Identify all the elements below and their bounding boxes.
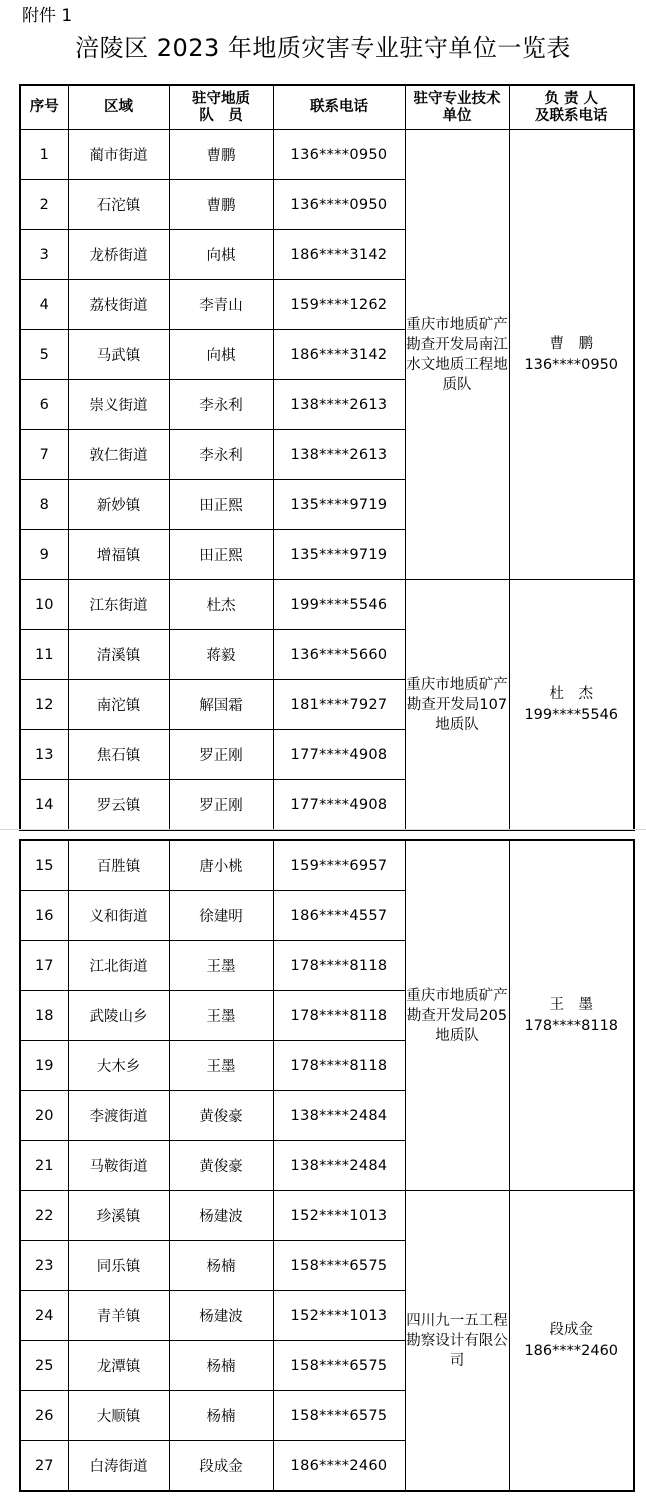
header-lead-line2: 及联系电话	[535, 107, 608, 124]
cell-phone: 136****5660	[273, 630, 405, 680]
cell-phone: 152****1013	[273, 1191, 405, 1241]
cell-member: 杨建波	[169, 1191, 273, 1241]
cell-region: 大木乡	[68, 1041, 169, 1091]
cell-seq: 16	[20, 891, 68, 941]
cell-seq: 24	[20, 1291, 68, 1341]
cell-lead	[509, 130, 634, 580]
cell-phone: 138****2484	[273, 1141, 405, 1191]
attachment-label: 附件 1	[22, 6, 73, 26]
cell-region: 龙潭镇	[68, 1341, 169, 1391]
cell-phone: 158****6575	[273, 1341, 405, 1391]
header-phone: 联系电话	[273, 85, 405, 130]
table-body-part-1	[20, 85, 634, 830]
cell-member: 解国霜	[169, 680, 273, 730]
cell-region: 增福镇	[68, 530, 169, 580]
cell-seq: 19	[20, 1041, 68, 1091]
cell-phone: 138****2484	[273, 1091, 405, 1141]
cell-phone: 138****2613	[273, 380, 405, 430]
cell-lead	[509, 580, 634, 831]
cell-phone: 136****0950	[273, 130, 405, 180]
cell-region: 义和街道	[68, 891, 169, 941]
cell-phone: 177****4908	[273, 780, 405, 831]
cell-member: 罗正刚	[169, 730, 273, 780]
cell-phone: 158****6575	[273, 1391, 405, 1441]
cell-region: 敦仁街道	[68, 430, 169, 480]
cell-phone: 178****8118	[273, 991, 405, 1041]
cell-seq: 1	[20, 130, 68, 180]
cell-region: 蔺市街道	[68, 130, 169, 180]
cell-seq: 17	[20, 941, 68, 991]
cell-region: 崇义街道	[68, 380, 169, 430]
cell-seq: 13	[20, 730, 68, 780]
cell-region: 同乐镇	[68, 1241, 169, 1291]
table-body-part-2	[20, 840, 634, 1491]
cell-member: 蒋毅	[169, 630, 273, 680]
header-lead	[509, 85, 634, 130]
cell-member: 田正熙	[169, 530, 273, 580]
cell-seq: 11	[20, 630, 68, 680]
lead-phone: 199****5546	[524, 706, 619, 723]
cell-member: 杨楠	[169, 1241, 273, 1291]
cell-region: 江东街道	[68, 580, 169, 630]
header-region: 区域	[68, 85, 169, 130]
page-break-line	[0, 829, 646, 830]
header-member-line2: 队 员	[199, 107, 243, 124]
lead-name: 段成金	[549, 1321, 593, 1338]
station-table-part-1	[19, 84, 635, 831]
cell-region: 白涛街道	[68, 1441, 169, 1492]
cell-phone: 135****9719	[273, 480, 405, 530]
cell-unit: 重庆市地质矿产勘查开发局205 地质队	[405, 840, 509, 1191]
cell-region: 大顺镇	[68, 1391, 169, 1441]
cell-phone: 186****4557	[273, 891, 405, 941]
cell-seq: 26	[20, 1391, 68, 1441]
cell-seq: 8	[20, 480, 68, 530]
cell-phone: 136****0950	[273, 180, 405, 230]
lead-phone: 136****0950	[524, 356, 619, 373]
cell-member: 向棋	[169, 330, 273, 380]
cell-phone: 186****3142	[273, 230, 405, 280]
lead-name: 王 墨	[549, 996, 593, 1013]
cell-member: 王墨	[169, 941, 273, 991]
cell-member: 黄俊豪	[169, 1091, 273, 1141]
cell-phone: 152****1013	[273, 1291, 405, 1341]
cell-region: 新妙镇	[68, 480, 169, 530]
cell-phone: 135****9719	[273, 530, 405, 580]
cell-seq: 22	[20, 1191, 68, 1241]
cell-seq: 4	[20, 280, 68, 330]
cell-member: 黄俊豪	[169, 1141, 273, 1191]
cell-seq: 27	[20, 1441, 68, 1492]
cell-seq: 2	[20, 180, 68, 230]
cell-member: 段成金	[169, 1441, 273, 1492]
cell-member: 田正熙	[169, 480, 273, 530]
cell-member: 李永利	[169, 380, 273, 430]
cell-phone: 158****6575	[273, 1241, 405, 1291]
cell-phone: 186****2460	[273, 1441, 405, 1492]
cell-member: 曹鹏	[169, 130, 273, 180]
cell-region: 青羊镇	[68, 1291, 169, 1341]
cell-seq: 25	[20, 1341, 68, 1391]
header-member	[169, 85, 273, 130]
cell-seq: 14	[20, 780, 68, 831]
cell-region: 龙桥街道	[68, 230, 169, 280]
lead-phone: 186****2460	[524, 1342, 619, 1359]
cell-member: 王墨	[169, 1041, 273, 1091]
cell-seq: 12	[20, 680, 68, 730]
station-table-part-2	[19, 839, 635, 1492]
cell-seq: 18	[20, 991, 68, 1041]
page-title: 涪陵区 2023 年地质灾害专业驻守单位一览表	[75, 34, 571, 62]
cell-seq: 20	[20, 1091, 68, 1141]
header-member-line1: 驻守地质	[192, 90, 250, 107]
cell-phone: 159****1262	[273, 280, 405, 330]
lead-name: 杜 杰	[549, 685, 593, 702]
cell-region: 百胜镇	[68, 840, 169, 891]
header-seq: 序号	[20, 85, 68, 130]
cell-unit: 重庆市地质矿产勘查开发局107 地质队	[405, 580, 509, 831]
cell-seq: 6	[20, 380, 68, 430]
cell-region: 江北街道	[68, 941, 169, 991]
header-unit	[405, 85, 509, 130]
cell-member: 李永利	[169, 430, 273, 480]
cell-phone: 186****3142	[273, 330, 405, 380]
cell-member: 杜杰	[169, 580, 273, 630]
header-lead-line1: 负 责 人	[544, 90, 599, 107]
table-row	[20, 580, 634, 630]
cell-phone: 181****7927	[273, 680, 405, 730]
cell-region: 马武镇	[68, 330, 169, 380]
cell-seq: 3	[20, 230, 68, 280]
cell-member: 李青山	[169, 280, 273, 330]
cell-lead	[509, 840, 634, 1191]
table-row	[20, 130, 634, 180]
cell-seq: 23	[20, 1241, 68, 1291]
cell-region: 珍溪镇	[68, 1191, 169, 1241]
cell-member: 唐小桃	[169, 840, 273, 891]
cell-seq: 5	[20, 330, 68, 380]
cell-region: 焦石镇	[68, 730, 169, 780]
cell-seq: 7	[20, 430, 68, 480]
cell-member: 王墨	[169, 991, 273, 1041]
lead-name: 曹 鹏	[549, 335, 593, 352]
cell-member: 杨建波	[169, 1291, 273, 1341]
cell-phone: 177****4908	[273, 730, 405, 780]
lead-phone: 178****8118	[524, 1017, 619, 1034]
cell-phone: 138****2613	[273, 430, 405, 480]
cell-region: 罗云镇	[68, 780, 169, 831]
cell-phone: 178****8118	[273, 941, 405, 991]
header-row	[20, 85, 634, 130]
cell-region: 李渡街道	[68, 1091, 169, 1141]
cell-unit: 重庆市地质矿产勘查开发局南江水文地质工程地质队	[405, 130, 509, 580]
cell-region: 南沱镇	[68, 680, 169, 730]
cell-phone: 199****5546	[273, 580, 405, 630]
cell-member: 曹鹏	[169, 180, 273, 230]
cell-region: 石沱镇	[68, 180, 169, 230]
cell-unit: 四川九一五工程勘察设计有限公司	[405, 1191, 509, 1492]
table-row	[20, 840, 634, 891]
cell-phone: 178****8118	[273, 1041, 405, 1091]
cell-member: 徐建明	[169, 891, 273, 941]
cell-region: 马鞍街道	[68, 1141, 169, 1191]
cell-member: 杨楠	[169, 1341, 273, 1391]
header-unit-line1: 驻守专业技术	[413, 90, 501, 107]
table-row	[20, 1191, 634, 1241]
cell-seq: 21	[20, 1141, 68, 1191]
cell-phone: 159****6957	[273, 840, 405, 891]
cell-seq: 15	[20, 840, 68, 891]
cell-member: 向棋	[169, 230, 273, 280]
cell-region: 武陵山乡	[68, 991, 169, 1041]
cell-lead	[509, 1191, 634, 1492]
cell-member: 杨楠	[169, 1391, 273, 1441]
cell-region: 荔枝街道	[68, 280, 169, 330]
cell-region: 清溪镇	[68, 630, 169, 680]
header-unit-line2: 单位	[442, 107, 472, 124]
cell-member: 罗正刚	[169, 780, 273, 831]
cell-seq: 10	[20, 580, 68, 630]
cell-seq: 9	[20, 530, 68, 580]
